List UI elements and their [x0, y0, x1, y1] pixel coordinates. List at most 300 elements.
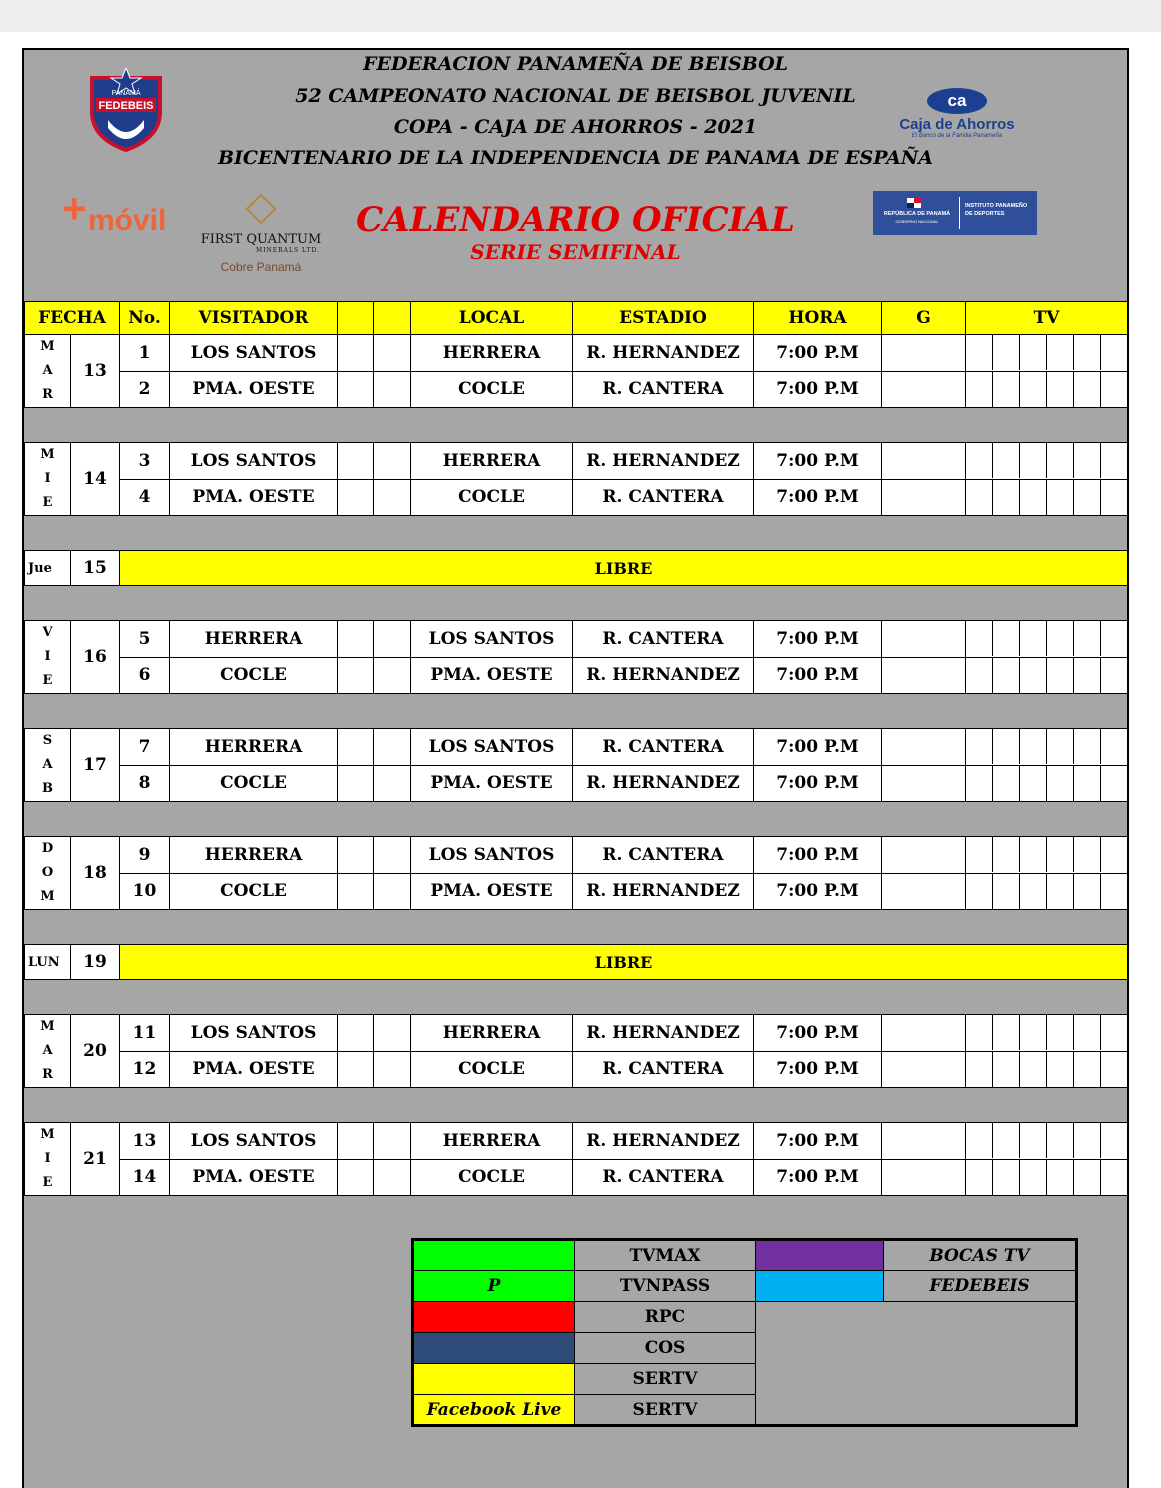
col-fecha: FECHA — [25, 302, 120, 335]
col-estadio: ESTADIO — [573, 302, 754, 335]
winner-cell — [882, 837, 966, 874]
gap-row — [25, 1088, 1128, 1123]
tv-cell — [1019, 837, 1046, 872]
visitor-team: COCLE — [170, 873, 338, 910]
legend-channel: SERTV — [575, 1364, 756, 1395]
tv-cell — [1073, 874, 1100, 909]
tv-cell — [1073, 1015, 1100, 1050]
date-cell: 16 — [71, 621, 120, 694]
day-letter: M — [40, 1127, 55, 1142]
stadium: R. HERNANDEZ — [573, 765, 754, 802]
tv-cell — [992, 372, 1019, 407]
libre-row — [25, 551, 1128, 586]
legend-swatch-right — [756, 1240, 884, 1271]
score-cell — [338, 765, 374, 802]
tv-cell — [1046, 372, 1073, 407]
day-letter: M — [40, 447, 55, 462]
table-header-row — [25, 302, 1128, 335]
local-team: PMA. OESTE — [411, 873, 573, 910]
tv-cell — [1019, 621, 1046, 656]
score-cell — [374, 837, 411, 874]
visitor-team: LOS SANTOS — [170, 335, 338, 372]
tv-cell — [966, 335, 992, 370]
day-letter: E — [42, 1175, 53, 1190]
visitor-team: LOS SANTOS — [170, 1123, 338, 1160]
tv-cell — [1019, 874, 1046, 909]
score-cell — [338, 443, 374, 480]
tv-cell — [992, 1160, 1019, 1195]
tv-cells — [966, 1015, 1128, 1052]
score-cell — [374, 479, 411, 516]
fedebeis-logo — [86, 68, 166, 152]
legend-channel-right: FEDEBEIS — [884, 1271, 1077, 1302]
date-cell: 19 — [71, 945, 120, 980]
date-cell: 20 — [71, 1015, 120, 1088]
tv-cells — [966, 765, 1128, 802]
stadium: R. CANTERA — [573, 837, 754, 874]
legend-channel: TVMAX — [575, 1240, 756, 1271]
legend-channel-right: BOCAS TV — [884, 1240, 1077, 1271]
local-team: PMA. OESTE — [411, 765, 573, 802]
visitor-team: LOS SANTOS — [170, 443, 338, 480]
tv-cells — [966, 1051, 1128, 1088]
game-no: 7 — [120, 729, 170, 766]
schedule-sheet — [22, 48, 1129, 1488]
republica-text: REPÚBLICA DE PANAMÁ — [883, 211, 951, 217]
game-no: 10 — [120, 873, 170, 910]
game-no: 1 — [120, 335, 170, 372]
tv-cells — [966, 621, 1128, 658]
score-cell — [338, 1051, 374, 1088]
date-cell: 13 — [71, 335, 120, 408]
tv-cell — [1019, 1015, 1046, 1050]
gap-row — [25, 694, 1128, 729]
libre-row — [25, 945, 1128, 980]
caja-mark: ca — [927, 88, 987, 114]
tv-cell — [966, 837, 992, 872]
stadium: R. HERNANDEZ — [573, 335, 754, 372]
tv-cell — [992, 766, 1019, 801]
tv-cell — [992, 1123, 1019, 1158]
tv-cell — [1046, 443, 1073, 478]
game-no: 4 — [120, 479, 170, 516]
tv-cells — [966, 479, 1128, 516]
day-letter: M — [40, 339, 55, 354]
tv-cell — [992, 729, 1019, 764]
tv-cell — [1073, 766, 1100, 801]
score-cell — [374, 621, 411, 658]
legend-row — [413, 1240, 1077, 1271]
game-time: 7:00 P.M — [754, 371, 882, 408]
local-team: HERRERA — [411, 1015, 573, 1052]
game-time: 7:00 P.M — [754, 837, 882, 874]
winner-cell — [882, 371, 966, 408]
local-team: LOS SANTOS — [411, 729, 573, 766]
stadium: R. HERNANDEZ — [573, 1123, 754, 1160]
score-cell — [338, 657, 374, 694]
tv-cell — [992, 443, 1019, 478]
winner-cell — [882, 873, 966, 910]
score-cell — [338, 621, 374, 658]
tv-cell — [1046, 480, 1073, 515]
game-time: 7:00 P.M — [754, 1123, 882, 1160]
day-letter: V — [42, 625, 53, 640]
tv-cell — [966, 443, 992, 478]
tv-cell — [1046, 766, 1073, 801]
tv-cells — [966, 371, 1128, 408]
stadium: R. CANTERA — [573, 371, 754, 408]
tv-cell — [1100, 335, 1127, 370]
legend-empty — [756, 1302, 1077, 1426]
tv-cell — [1100, 729, 1127, 764]
date-cell: 14 — [71, 443, 120, 516]
tv-cell — [1046, 1052, 1073, 1087]
tv-cell — [1100, 874, 1127, 909]
tv-cell — [1100, 443, 1127, 478]
visitor-team: LOS SANTOS — [170, 1015, 338, 1052]
tv-cells — [966, 1123, 1128, 1160]
local-team: COCLE — [411, 1159, 573, 1196]
game-no: 8 — [120, 765, 170, 802]
tv-cells — [966, 837, 1128, 874]
game-time: 7:00 P.M — [754, 1015, 882, 1052]
score-cell — [338, 371, 374, 408]
local-team: COCLE — [411, 1051, 573, 1088]
day-letter: R — [42, 1067, 53, 1082]
tv-cell — [992, 874, 1019, 909]
col-visitador: VISITADOR — [170, 302, 338, 335]
winner-cell — [882, 1051, 966, 1088]
tv-legend — [411, 1238, 1078, 1427]
tv-cell — [1073, 837, 1100, 872]
score-cell — [374, 657, 411, 694]
game-no: 13 — [120, 1123, 170, 1160]
tv-cell — [1046, 1160, 1073, 1195]
day-letter: I — [44, 649, 51, 664]
game-time: 7:00 P.M — [754, 657, 882, 694]
legend-channel: SERTV — [575, 1395, 756, 1426]
score-cell — [338, 1123, 374, 1160]
tv-cell — [1073, 1160, 1100, 1195]
visitor-team: PMA. OESTE — [170, 1051, 338, 1088]
stadium: R. CANTERA — [573, 1159, 754, 1196]
tv-cells — [966, 335, 1128, 372]
tv-cells — [966, 873, 1128, 910]
tv-cell — [1100, 837, 1127, 872]
table-row — [25, 1015, 1128, 1052]
tv-cell — [992, 480, 1019, 515]
legend-swatch — [413, 1240, 575, 1271]
gobierno-text: GOBIERNO NACIONAL — [895, 219, 939, 224]
date-cell: 15 — [71, 551, 120, 586]
cobre-panama: Cobre Panamá — [220, 260, 302, 274]
tv-cells — [966, 443, 1128, 480]
tv-cell — [966, 1123, 992, 1158]
game-no: 3 — [120, 443, 170, 480]
visitor-team: COCLE — [170, 765, 338, 802]
date-cell: 21 — [71, 1123, 120, 1196]
gap-row — [25, 980, 1128, 1015]
score-cell — [338, 479, 374, 516]
day-letter: D — [41, 841, 54, 856]
day-label: LUN — [25, 945, 71, 980]
score-cell — [338, 1159, 374, 1196]
table-row — [25, 371, 1128, 408]
tv-cells — [966, 729, 1128, 766]
table-row — [25, 729, 1128, 766]
local-team: PMA. OESTE — [411, 657, 573, 694]
tv-cell — [1019, 1123, 1046, 1158]
winner-cell — [882, 1159, 966, 1196]
tv-cell — [1046, 1015, 1073, 1050]
movil-name: móvil — [88, 204, 167, 237]
score-cell — [338, 335, 374, 372]
day-abbr — [25, 837, 71, 910]
legend-swatch: P — [413, 1271, 575, 1302]
score-cell — [338, 837, 374, 874]
winner-cell — [882, 621, 966, 658]
tv-cell — [966, 1015, 992, 1050]
game-no: 11 — [120, 1015, 170, 1052]
winner-cell — [882, 335, 966, 372]
table-row — [25, 657, 1128, 694]
game-time: 7:00 P.M — [754, 335, 882, 372]
tv-cell — [1073, 1123, 1100, 1158]
tv-cell — [1100, 1015, 1127, 1050]
day-abbr — [25, 1015, 71, 1088]
caja-name: Caja de Ahorros — [899, 116, 1015, 133]
tv-cells — [966, 657, 1128, 694]
game-time: 7:00 P.M — [754, 1051, 882, 1088]
tv-cell — [1100, 766, 1127, 801]
page-subtitle: SERIE SEMIFINAL — [470, 240, 681, 264]
day-abbr — [25, 621, 71, 694]
game-time: 7:00 P.M — [754, 621, 882, 658]
score-cell — [374, 335, 411, 372]
fedebeis-logo-top: PANAMÁ — [111, 90, 141, 97]
legend-swatch — [413, 1364, 575, 1395]
day-abbr — [25, 335, 71, 408]
legend-swatch — [413, 1302, 575, 1333]
table-row — [25, 1159, 1128, 1196]
game-no: 2 — [120, 371, 170, 408]
legend-row — [413, 1271, 1077, 1302]
gap-row — [25, 802, 1128, 837]
col-no: No. — [120, 302, 170, 335]
legend-swatch-right — [756, 1271, 884, 1302]
score-cell — [374, 729, 411, 766]
winner-cell — [882, 729, 966, 766]
browser-top-strip — [0, 0, 1161, 32]
score-cell — [338, 729, 374, 766]
day-abbr — [25, 1123, 71, 1196]
visitor-team: HERRERA — [170, 729, 338, 766]
score-cell — [338, 1015, 374, 1052]
visitor-team: PMA. OESTE — [170, 1159, 338, 1196]
table-row — [25, 1123, 1128, 1160]
local-team: COCLE — [411, 371, 573, 408]
tv-cell — [1100, 1052, 1127, 1087]
visitor-team: PMA. OESTE — [170, 371, 338, 408]
gap-row — [25, 516, 1128, 551]
winner-cell — [882, 657, 966, 694]
game-no: 12 — [120, 1051, 170, 1088]
day-letter: A — [42, 363, 53, 378]
tv-cell — [992, 621, 1019, 656]
tv-cell — [1073, 335, 1100, 370]
date-cell: 18 — [71, 837, 120, 910]
tv-cell — [966, 766, 992, 801]
tv-cell — [1073, 443, 1100, 478]
score-cell — [374, 1159, 411, 1196]
tv-cell — [1073, 729, 1100, 764]
day-abbr — [25, 443, 71, 516]
tv-cell — [992, 335, 1019, 370]
visitor-team: HERRERA — [170, 837, 338, 874]
tv-cell — [1019, 372, 1046, 407]
winner-cell — [882, 1123, 966, 1160]
tv-cell — [992, 1015, 1019, 1050]
col-g: G — [882, 302, 966, 335]
tv-cell — [1019, 443, 1046, 478]
game-no: 14 — [120, 1159, 170, 1196]
score-cell — [374, 1015, 411, 1052]
game-no: 9 — [120, 837, 170, 874]
header-line-1: FEDERACION PANAMEÑA DE BEISBOL — [362, 53, 789, 75]
score-cell — [374, 873, 411, 910]
table-row — [25, 621, 1128, 658]
header-line-3: COPA - CAJA DE AHORROS - 2021 — [393, 116, 758, 138]
day-letter: S — [42, 733, 53, 748]
pandeportes-text: INSTITUTO PANAMEÑO DE DEPORTES — [965, 203, 1028, 217]
game-time: 7:00 P.M — [754, 729, 882, 766]
table-row — [25, 1051, 1128, 1088]
tv-cell — [1046, 874, 1073, 909]
visitor-team: HERRERA — [170, 621, 338, 658]
date-cell: 17 — [71, 729, 120, 802]
local-team: HERRERA — [411, 443, 573, 480]
table-row — [25, 335, 1128, 372]
local-team: LOS SANTOS — [411, 621, 573, 658]
day-label: Jue — [25, 551, 71, 586]
legend-swatch: Facebook Live — [413, 1395, 575, 1426]
day-letter: B — [42, 781, 53, 796]
day-letter: O — [41, 865, 54, 880]
tv-cell — [1100, 621, 1127, 656]
gap-row — [25, 586, 1128, 621]
first-quantum-name: FIRST QUANTUM — [200, 232, 322, 247]
tv-cell — [1019, 729, 1046, 764]
winner-cell — [882, 1015, 966, 1052]
header-line-4: BICENTENARIO DE LA INDEPENDENCIA DE PANAMA DE ESPAÑA — [217, 147, 934, 169]
panama-flag-icon — [907, 198, 921, 208]
stadium: R. CANTERA — [573, 729, 754, 766]
table-row — [25, 443, 1128, 480]
page-title: CALENDARIO OFICIAL — [356, 200, 795, 240]
legend-swatch — [413, 1333, 575, 1364]
caja-tagline: El Banco de la Familia Panameña — [911, 133, 1003, 139]
fedebeis-logo-name: FEDEBEIS — [98, 100, 154, 112]
header-line-2: 52 CAMPEONATO NACIONAL DE BEISBOL JUVENIL — [295, 85, 856, 107]
tv-cell — [1019, 480, 1046, 515]
tv-cell — [1046, 1123, 1073, 1158]
day-letter: M — [40, 1019, 55, 1034]
tv-cell — [1073, 658, 1100, 693]
legend-channel: TVNPASS — [575, 1271, 756, 1302]
tv-cell — [1073, 372, 1100, 407]
tv-cell — [1019, 1052, 1046, 1087]
stadium: R. HERNANDEZ — [573, 873, 754, 910]
game-time: 7:00 P.M — [754, 1159, 882, 1196]
visitor-team: PMA. OESTE — [170, 479, 338, 516]
tv-cell — [1046, 837, 1073, 872]
col-local: LOCAL — [411, 302, 573, 335]
schedule-table — [24, 301, 1128, 1196]
day-letter: E — [42, 673, 53, 688]
tv-cell — [966, 621, 992, 656]
tv-cell — [1019, 335, 1046, 370]
tv-cell — [966, 372, 992, 407]
tv-cells — [966, 1159, 1128, 1196]
score-cell — [374, 765, 411, 802]
tv-cell — [1046, 729, 1073, 764]
tv-cell — [966, 658, 992, 693]
pandeportes-logo — [873, 191, 1037, 235]
winner-cell — [882, 479, 966, 516]
day-letter: R — [42, 387, 53, 402]
tv-cell — [1019, 658, 1046, 693]
stadium: R. CANTERA — [573, 621, 754, 658]
score-cell — [374, 443, 411, 480]
game-time: 7:00 P.M — [754, 873, 882, 910]
tv-cell — [1073, 621, 1100, 656]
day-letter: A — [42, 757, 53, 772]
stadium: R. HERNANDEZ — [573, 657, 754, 694]
table-row — [25, 873, 1128, 910]
local-team: COCLE — [411, 479, 573, 516]
legend-channel: RPC — [575, 1302, 756, 1333]
day-letter: I — [44, 1151, 51, 1166]
local-team: HERRERA — [411, 335, 573, 372]
tv-cell — [1100, 480, 1127, 515]
day-abbr — [25, 729, 71, 802]
tv-cell — [992, 1052, 1019, 1087]
tv-cell — [1100, 1123, 1127, 1158]
day-letter: M — [40, 889, 55, 904]
winner-cell — [882, 443, 966, 480]
tv-cell — [1019, 766, 1046, 801]
tv-cell — [1046, 335, 1073, 370]
local-team: LOS SANTOS — [411, 837, 573, 874]
visitor-team: COCLE — [170, 657, 338, 694]
winner-cell — [882, 765, 966, 802]
tv-cell — [1073, 480, 1100, 515]
movil-plus-icon: + — [62, 185, 87, 232]
game-time: 7:00 P.M — [754, 443, 882, 480]
score-cell — [338, 873, 374, 910]
tv-cell — [966, 480, 992, 515]
stadium: R. HERNANDEZ — [573, 443, 754, 480]
legend-row — [413, 1302, 1077, 1333]
day-letter: A — [42, 1043, 53, 1058]
game-time: 7:00 P.M — [754, 765, 882, 802]
libre-label: LIBRE — [120, 551, 1128, 586]
gap-row — [25, 910, 1128, 945]
score-cell — [374, 1123, 411, 1160]
tv-cell — [1019, 1160, 1046, 1195]
libre-label: LIBRE — [120, 945, 1128, 980]
tv-cell — [1046, 658, 1073, 693]
